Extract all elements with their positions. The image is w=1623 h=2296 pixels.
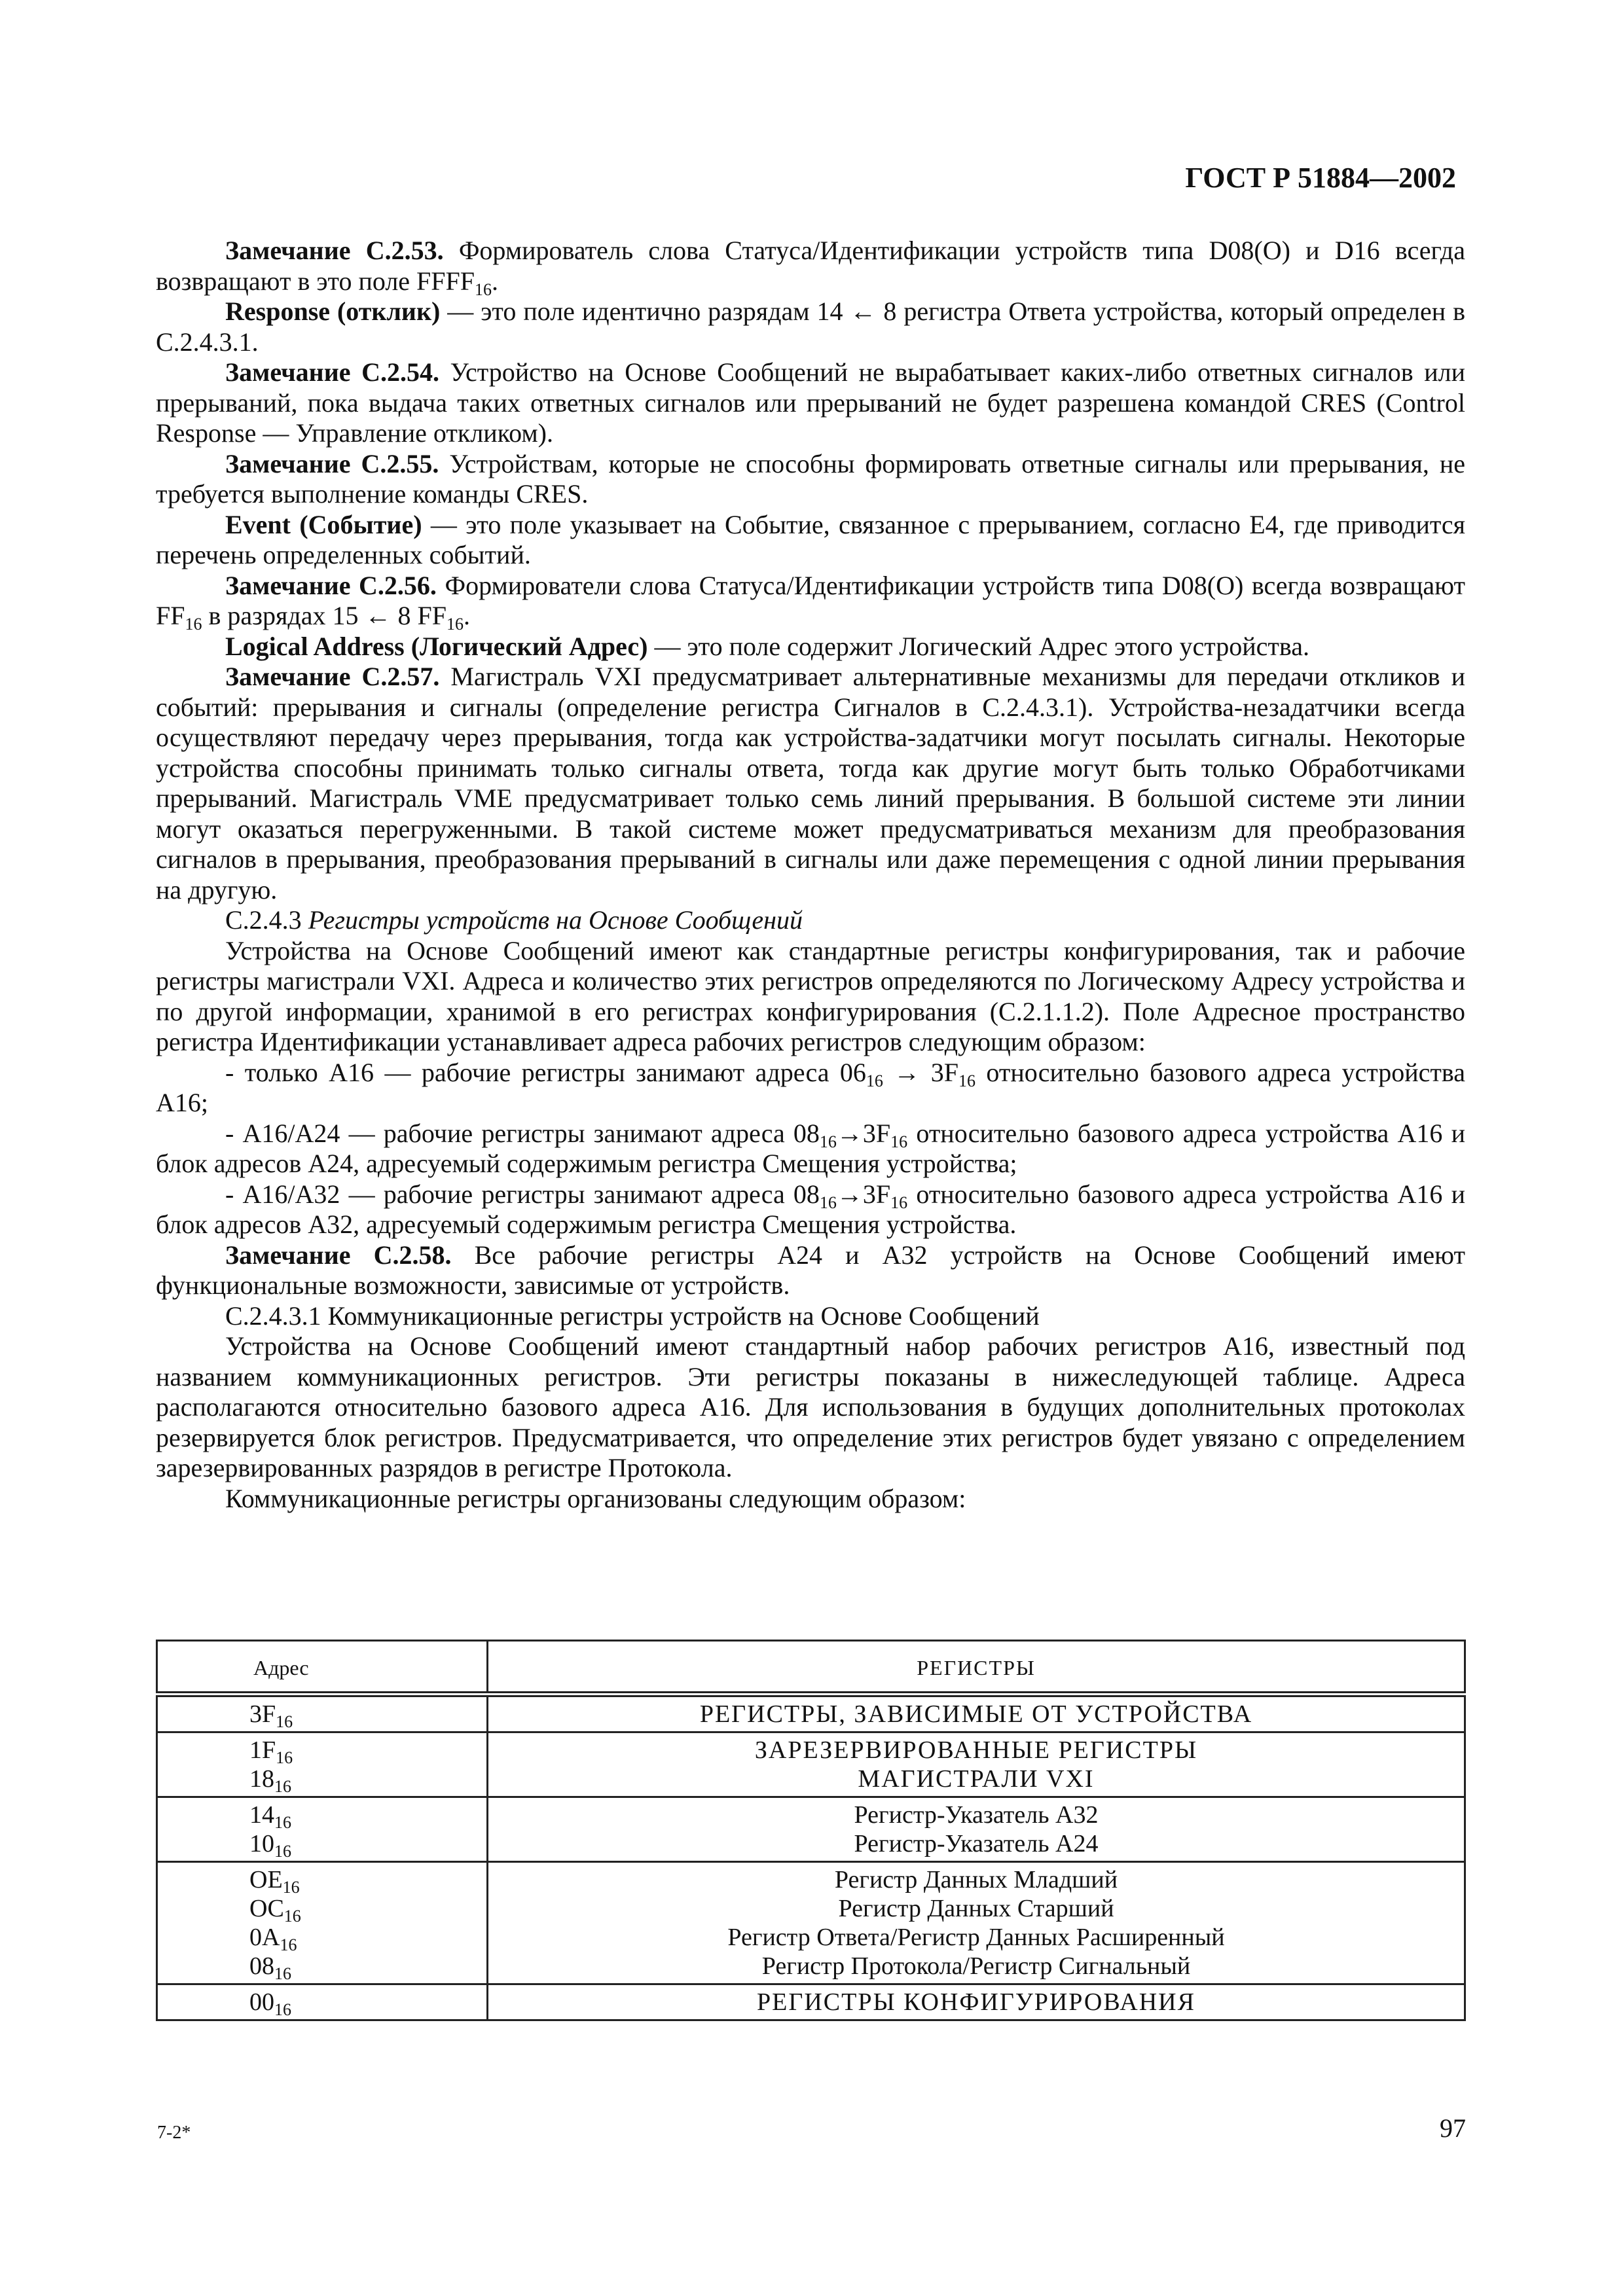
document-body [156, 236, 1465, 1514]
address-value: 14 [249, 1801, 274, 1829]
note-c-2-54 [156, 357, 1465, 449]
note-c-2-55 [156, 449, 1465, 510]
address-value: 1F [249, 1736, 276, 1764]
address-value: 10 [249, 1830, 274, 1857]
register-cell [488, 1862, 1465, 1984]
subscript: 16 [283, 1907, 301, 1926]
paragraph-text: Устройство на Основе Сообщений не вырабатывает каких-либо ответных сигналов или прерываний, пока выдача таких ответных сигналов или прерываний не будет разрешена командой CRES (Control Response — Управление откликом). [156, 357, 1465, 448]
event-field-description [156, 510, 1465, 571]
note-label: Замечание С.2.54. [225, 357, 439, 387]
paragraph-text: Формирователь слова Статуса/Идентификации устройств типа D08(O) и D16 всегда возвращают в это поле FFFF [156, 236, 1465, 296]
subscript: 16 [280, 1935, 297, 1954]
page-number: 97 [1440, 2113, 1466, 2143]
subscript: 16 [274, 1842, 291, 1861]
subscript: 16 [276, 1712, 293, 1731]
subscript: 16 [819, 1193, 837, 1212]
table-header-row [157, 1641, 1465, 1695]
address-line [249, 1952, 476, 1981]
table-row [157, 1862, 1465, 1984]
address-line [249, 1923, 476, 1952]
address-line [249, 1765, 476, 1796]
paragraph-text: Формирователи слова Статуса/Идентификации устройств типа D08(O) всегда возвращают FF [156, 570, 1465, 630]
note-c-2-58 [156, 1240, 1465, 1301]
section-c-2-4-3-1-heading: С.2.4.3.1 Коммуникационные регистры устройств на Основе Сообщений [225, 1300, 1040, 1331]
list-item-a16-a32 [156, 1179, 1465, 1240]
address-line [249, 1829, 476, 1861]
address-cell [157, 1695, 488, 1732]
register-line: Регистр-Указатель А32 [854, 1801, 1099, 1829]
subscript: 16 [274, 1813, 291, 1832]
address-value: 3F [249, 1700, 276, 1728]
register-line: Регистр Ответа/Регистр Данных Расширенный [727, 1924, 1225, 1951]
table-row [157, 1732, 1465, 1797]
paragraph-text: - только А16 — рабочие регистры занимают адреса 06 [225, 1057, 866, 1087]
address-line [249, 1865, 476, 1897]
address-line [249, 1801, 476, 1832]
subscript: 16 [890, 1193, 908, 1212]
note-c-2-56 [156, 571, 1465, 632]
paragraph-text: Все рабочие регистры А24 и А32 устройств на Основе Сообщений имеют функциональные возможности, зависимые от устройств. [156, 1240, 1465, 1300]
register-line: Регистр Данных Младший [834, 1866, 1118, 1893]
register-cell: РЕГИСТРЫ, ЗАВИСИМЫЕ ОТ УСТРОЙСТВА [488, 1695, 1465, 1732]
paragraph-text: относительно базового адреса устройства А16; [156, 1057, 1465, 1117]
note-label: Замечание С.2.56. [225, 570, 437, 600]
paragraph-text: → 3F [883, 1057, 958, 1087]
register-line: Регистр Данных Старший [838, 1895, 1114, 1922]
register-cell [488, 1732, 1465, 1797]
note-label: Замечание С.2.58. [225, 1240, 452, 1270]
table-row [157, 1797, 1465, 1862]
address-value: 00 [249, 1988, 274, 2016]
paragraph-text: Устройствам, которые не способны формировать ответные сигналы или прерывания, не требуется выполнение команды CRES. [156, 448, 1465, 509]
subscript: 16 [274, 2000, 291, 2019]
paragraph-text: — это поле содержит Логический Адрес этого устройства. [647, 631, 1309, 661]
address-cell [157, 1797, 488, 1862]
document-id: ГОСТ Р 51884—2002 [1185, 162, 1456, 194]
paragraph-text: . [492, 266, 499, 296]
subscript: 16 [274, 1777, 291, 1796]
paragraph-text: — это поле указывает на Событие, связанное с прерыванием, согласно Е4, где приводится перечень определенных событий. [156, 509, 1465, 569]
paragraph-comm-registers: Устройства на Основе Сообщений имеют стандартный набор рабочих регистров А16, известный под названием коммуникационных регистров. Эти регистры показаны в нижеследующей таблице. Адреса располагаются относительно базового адреса А16. Для использования в будущих дополнительных протоколах резервируется блок регистров. Предусматривается, что определение этих регистров будет увязано с определением зарезервированных разрядов в регистре Протокола. [156, 1331, 1465, 1482]
paragraph-table-intro: Коммуникационные регистры организованы следующим образом: [225, 1483, 966, 1513]
print-signature: 7-2* [157, 2123, 191, 2143]
register-line: Регистр-Указатель А24 [854, 1830, 1099, 1857]
register-line: ЗАРЕЗЕРВИРОВАННЫЕ РЕГИСТРЫ [754, 1736, 1198, 1764]
communication-registers-table [156, 1640, 1466, 2021]
paragraph-text: Магистраль VXI предусматривает альтернативные механизмы для передачи откликов и событий: прерывания и сигналы (определение регистра Сигналов в С.2.4.3.1). Устройства-незадатчики всегда осуществляют передачу через прерывания, тогда как устройства-задатчики могут посылать сигналы. Некоторые устройства способны принимать только сигналы ответа, тогда как другие могут быть только Обработчиками прерываний. Магистраль VME предусматривает только семь линий прерывания. В большой системе эти линии могут оказаться перегруженными. В такой системе может предусматриваться механизм для преобразования сигналов в прерывания, преобразования прерываний в сигналы или даже перемещения с одной линии прерывания на другую. [156, 662, 1465, 905]
paragraph-text: →3F [836, 1118, 891, 1148]
subscript: 16 [446, 615, 464, 634]
logical-address-description [156, 632, 1465, 662]
subscript: 16 [475, 279, 492, 299]
paragraph-text: - А16/А32 — рабочие регистры занимают адреса 08 [225, 1179, 820, 1209]
subscript: 16 [282, 1878, 300, 1897]
paragraph-text: - А16/А24 — рабочие регистры занимают адреса 08 [225, 1118, 820, 1148]
section-c-2-4-3-heading [156, 905, 1465, 936]
register-cell [488, 1797, 1465, 1862]
address-cell [157, 1862, 488, 1984]
note-label: Замечание С.2.53. [225, 236, 444, 265]
table-row [157, 1695, 1465, 1732]
note-c-2-57 [156, 662, 1465, 905]
paragraph-text: в разрядах 15 ← 8 FF [202, 601, 447, 630]
subscript: 16 [276, 1748, 293, 1767]
subscript: 16 [866, 1071, 883, 1090]
note-c-2-53 [156, 236, 1465, 299]
subscript: 16 [890, 1132, 908, 1151]
subscript: 16 [274, 1964, 291, 1983]
register-line: МАГИСТРАЛИ VXI [858, 1765, 1095, 1793]
column-header-address: Адрес [157, 1641, 488, 1695]
list-item-a16 [156, 1058, 1465, 1119]
address-line [249, 1736, 476, 1765]
field-name: Logical Address (Логический Адрес) [225, 631, 648, 661]
address-value: 0A [249, 1924, 280, 1951]
section-number: С.2.4.3 [225, 905, 308, 935]
address-value: 08 [249, 1952, 274, 1980]
list-item-a16-a24 [156, 1119, 1465, 1179]
response-field-description [156, 296, 1465, 357]
address-value: OE [249, 1866, 283, 1893]
note-label: Замечание С.2.55. [225, 448, 439, 478]
address-line [249, 1894, 476, 1926]
address-value: 18 [249, 1765, 274, 1793]
section-title: Регистры устройств на Основе Сообщений [308, 905, 803, 935]
table-row [157, 1984, 1465, 2020]
column-header-registers: РЕГИСТРЫ [488, 1641, 1465, 1695]
paragraph-text: относительно базового адреса устройства А16 и блок адресов А24, адресуемый содержимым регистра Смещения устройства; [156, 1118, 1465, 1178]
address-cell [157, 1732, 488, 1797]
register-cell: РЕГИСТРЫ КОНФИГУРИРОВАНИЯ [488, 1984, 1465, 2020]
paragraph-text: относительно базового адреса устройства А16 и блок адресов А32, адресуемый содержимым регистра Смещения устройства. [156, 1179, 1465, 1239]
subscript: 16 [819, 1132, 837, 1151]
subscript: 16 [185, 615, 202, 634]
address-value: OC [249, 1895, 284, 1922]
field-name: Event (Событие) [225, 509, 422, 539]
paragraph-registers-intro: Устройства на Основе Сообщений имеют как стандартные регистры конфигурирования, так и рабочие регистры магистрали VXI. Адреса и количество этих регистров определяются по Логическому Адресу устройства и по другой информации, хранимой в его регистрах конфигурирования (С.2.1.1.2). Поле Адресное пространство регистра Идентификации устанавливает адреса рабочих регистров следующим образом: [156, 935, 1465, 1056]
field-name: Response (отклик) [225, 296, 441, 326]
address-cell [157, 1984, 488, 2020]
paragraph-text: . [463, 601, 470, 630]
note-label: Замечание С.2.57. [225, 662, 440, 691]
subscript: 16 [958, 1071, 976, 1090]
register-line: Регистр Протокола/Регистр Сигнальный [761, 1952, 1191, 1980]
paragraph-text: →3F [836, 1179, 891, 1209]
paragraph-text: — это поле идентично разрядам 14 ← 8 регистра Ответа устройства, который определен в С.2.4.3.1. [156, 296, 1465, 357]
